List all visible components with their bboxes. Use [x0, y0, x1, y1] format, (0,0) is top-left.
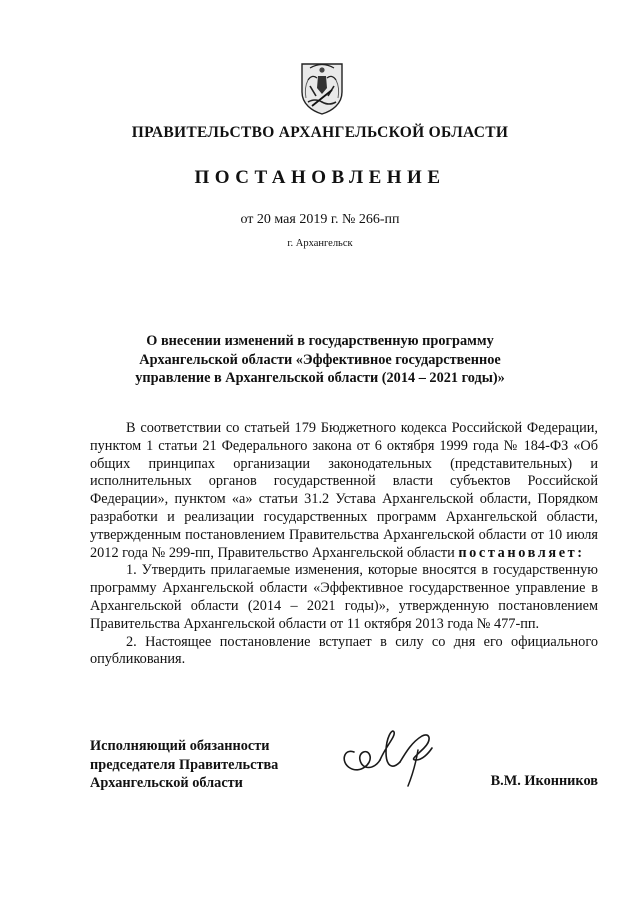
document-type: ПОСТАНОВЛЕНИЕ: [194, 167, 446, 188]
handwritten-signature: [330, 718, 450, 790]
subject-line: О внесении изменений в государственную программу: [146, 333, 494, 349]
organization-title: ПРАВИТЕЛЬСТВО АРХАНГЕЛЬСКОЙ ОБЛАСТИ: [131, 124, 509, 141]
signer-name: В.М. Иконников: [490, 773, 598, 789]
preamble-text: В соответствии со статьей 179 Бюджетного кодекса Российской Федерации, пунктом 1 статьи 21 Федерального закона от 6 октября 1999 года № 184-ФЗ «Об общих принципах организации законодательных (представительных) и исполнительных органов государственной власти субъектов Российской Федерации», пунктом «а» статьи 31.2 Устава Архангельской области, Порядком разработки и реализации государственных программ Архангельской области, утвержденным постановлением Правительства Архангельской области от 10 июля 2012 года № 299-пп, Правительство Архангельской области: [90, 420, 598, 561]
document-city: г. Архангельск: [287, 238, 353, 249]
signatory-position: [90, 737, 320, 793]
item-1-paragraph: 1. Утвердить прилагаемые изменения, которые вносятся в государственную программу Архангельской области «Эффективное государственное управление в Архангельской области (2014 – 2021 годы)», утвержденную постановлением Правительства Архангельской области от 11 октября 2013 года № 477-пп.: [90, 562, 598, 632]
document-subject: [120, 332, 520, 388]
coat-of-arms-icon: [296, 58, 348, 116]
subject-line: управление в Архангельской области (2014 – 2021 годы)»: [135, 370, 505, 386]
position-line: Исполняющий обязанности: [90, 738, 270, 754]
preamble-paragraph: [90, 420, 598, 562]
position-line: Архангельской области: [90, 775, 243, 791]
decree-word: постановляет:: [458, 544, 585, 561]
document-date-number: от 20 мая 2019 г. № 266-пп: [240, 212, 400, 227]
item-2-paragraph: 2. Настоящее постановление вступает в силу со дня его официального опубликования.: [90, 633, 598, 668]
subject-line: Архангельской области «Эффективное государственное: [139, 351, 501, 368]
position-line: председателя Правительства: [90, 756, 279, 773]
document-body: [90, 420, 598, 669]
